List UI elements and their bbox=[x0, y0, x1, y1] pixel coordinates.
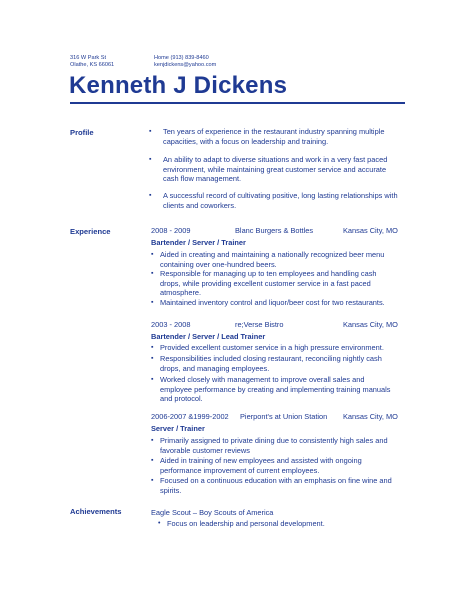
bullet-icon: ▪ bbox=[151, 251, 154, 258]
email-line: kenjdickens@yahoo.com bbox=[154, 61, 217, 68]
job-bullet-line: Provided excellent customer service in a high pressure environment. bbox=[160, 343, 384, 352]
job-bullet bbox=[160, 375, 408, 404]
job-bullet-line: favorable customer reviews bbox=[160, 445, 250, 455]
job-location: Kansas City, MO bbox=[343, 320, 398, 329]
profile-item bbox=[163, 191, 411, 210]
bullet-icon: ▪ bbox=[151, 270, 154, 277]
job-bullet-line: atmosphere. bbox=[160, 288, 202, 298]
bullet-icon: ▪ bbox=[149, 156, 152, 163]
job-bullet-line: Responsible for managing up to ten employees and handling cash bbox=[160, 269, 377, 278]
job-bullet bbox=[160, 456, 408, 475]
candidate-name: Kenneth J Dickens bbox=[69, 72, 288, 99]
bullet-icon: ▪ bbox=[151, 355, 154, 362]
profile-heading: Profile bbox=[70, 128, 94, 137]
bullet-icon: ▪ bbox=[151, 457, 154, 464]
job-bullet-line: spirits. bbox=[160, 485, 182, 495]
job-bullet bbox=[160, 343, 408, 353]
job-bullet-line: Responsibilities included closing restaurant, reconciling nightly cash bbox=[160, 354, 382, 363]
profile-item-line: An ability to adapt to diverse situations and work in a very fast paced bbox=[163, 155, 388, 164]
job-bullet bbox=[160, 269, 408, 298]
job-dates: 2008 - 2009 bbox=[151, 226, 191, 235]
phone-line: Home (913) 839-8460 bbox=[154, 55, 209, 61]
bullet-icon: ▪ bbox=[151, 344, 154, 351]
job-bullet-line: drops, while providing excellent customer service in a fast paced bbox=[160, 278, 371, 288]
profile-item-line: capacities, with a focus on leadership and training. bbox=[163, 136, 329, 146]
profile-item-line: clients and coworkers. bbox=[163, 200, 237, 210]
job-dates: 2003 - 2008 bbox=[151, 320, 191, 329]
job-bullet bbox=[160, 250, 408, 269]
job-title: Server / Trainer bbox=[151, 424, 205, 433]
profile-item-line: Ten years of experience in the restaurant industry spanning multiple bbox=[163, 127, 385, 136]
job-title: Bartender / Server / Lead Trainer bbox=[151, 332, 266, 341]
job-location: Kansas City, MO bbox=[343, 226, 398, 235]
job-bullet-line: employee performance by creating and implementing training manuals bbox=[160, 384, 391, 394]
bullet-icon: • bbox=[158, 520, 161, 527]
bullet-icon: ▪ bbox=[151, 437, 154, 444]
job-employer: Blanc Burgers & Bottles bbox=[235, 226, 314, 235]
job-location: Kansas City, MO bbox=[343, 412, 398, 421]
job-bullet bbox=[160, 436, 408, 455]
bullet-icon: ▪ bbox=[149, 128, 152, 135]
job-bullet bbox=[160, 476, 408, 495]
job-bullet-line: Primarily assigned to private dining due to consistently high sales and bbox=[160, 436, 388, 445]
job-bullet-line: Maintained inventory control and liquor/beer cost for two restaurants. bbox=[160, 298, 385, 307]
bullet-icon: ▪ bbox=[151, 299, 154, 306]
job-bullet-line: Focused on a continuous education with an emphasis on fine wine and bbox=[160, 476, 392, 485]
job-bullet-line: Aided in training of new employees and assisted with ongoing bbox=[160, 456, 362, 465]
job-employer: re;Verse Bistro bbox=[235, 320, 284, 329]
job-title: Bartender / Server / Trainer bbox=[151, 238, 246, 247]
bullet-icon: ▪ bbox=[149, 192, 152, 199]
address-line-1: 316 W Park St bbox=[70, 55, 107, 61]
job-bullet-line: Worked closely with management to improve overall sales and bbox=[160, 375, 365, 384]
achievement-title: Eagle Scout – Boy Scouts of America bbox=[151, 508, 274, 517]
job-bullet-line: and protocol. bbox=[160, 394, 203, 404]
header-divider bbox=[70, 102, 405, 104]
job-bullet-line: Aided in creating and maintaining a nationally recognized beer menu bbox=[160, 250, 385, 259]
job-bullet-line: drops, and managing employees. bbox=[160, 363, 270, 373]
achievements-heading: Achievements bbox=[70, 507, 122, 516]
job-dates: 2006-2007 &1999-2002 bbox=[151, 412, 229, 421]
profile-item bbox=[163, 155, 411, 184]
profile-item-line: environment, while maintaining great customer service and accurate bbox=[163, 164, 387, 174]
achievement-bullet: Focus on leadership and personal development. bbox=[167, 519, 325, 528]
bullet-icon: ▪ bbox=[151, 477, 154, 484]
job-bullet bbox=[160, 298, 408, 308]
profile-item-line: cash flow management. bbox=[163, 174, 242, 184]
profile-item-line: A successful record of cultivating positive, long lasting relationships with bbox=[163, 191, 398, 200]
profile-item bbox=[163, 127, 411, 146]
address-line-2: Olathe, KS 66061 bbox=[70, 61, 115, 68]
job-bullet bbox=[160, 354, 408, 373]
experience-heading: Experience bbox=[70, 227, 111, 236]
bullet-icon: ▪ bbox=[151, 376, 154, 383]
job-employer: Pierpont's at Union Station bbox=[240, 412, 328, 421]
job-bullet-line: containing over one-hundred beers. bbox=[160, 259, 277, 269]
job-bullet-line: performance improvement of current employees. bbox=[160, 465, 320, 475]
